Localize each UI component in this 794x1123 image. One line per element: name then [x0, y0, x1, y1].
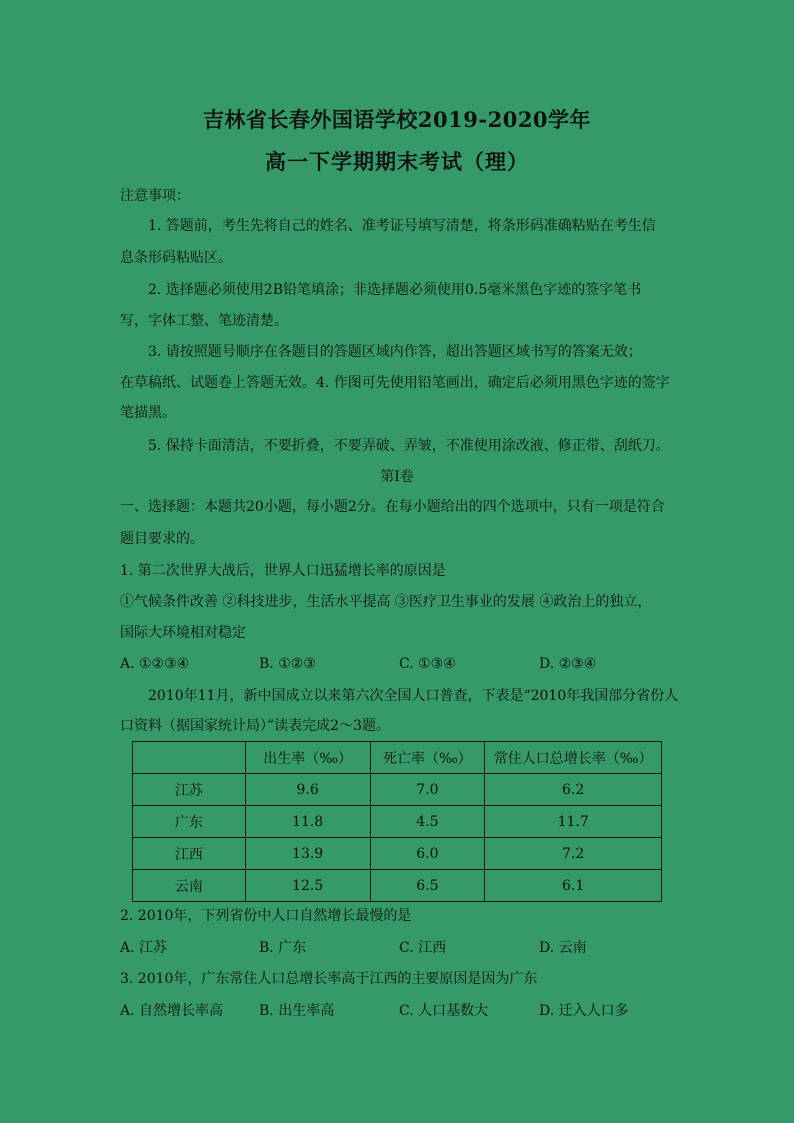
table-header-row	[133, 742, 662, 774]
table-row	[133, 774, 662, 806]
material-text: 2010年11月，新中国成立以来第六次全国人口普查，下表是“2010年我国部分省份人	[148, 688, 679, 704]
exam-title-exam: 高一下学期期末考试（理）	[265, 149, 529, 174]
question-3-option-d: D. 迁入人口多	[539, 1003, 629, 1019]
table-cell-province: 广东	[133, 806, 246, 838]
question-1-factors: ①气候条件改善 ②科技进步，生活水平提高 ③医疗卫生事业的发展 ④政治上的独立，	[120, 594, 652, 610]
question-2-option-a: A. 江苏	[120, 940, 168, 956]
question-1-option-c: C. ①③④	[399, 656, 456, 672]
notice-line: 写，字体工整、笔迹清楚。	[120, 313, 288, 329]
table-cell: 4.5	[370, 806, 485, 838]
section-instruction: 题目要求的。	[120, 531, 204, 547]
material-text: 口资料（据国家统计局）”读表完成2～3题。	[120, 718, 390, 734]
table-header-cell	[133, 742, 246, 774]
question-3-option-b: B. 出生率高	[259, 1003, 335, 1019]
section-instruction: 一、选择题：本题共20小题，每小题2分。在每小题给出的四个选项中，只有一项是符合	[120, 499, 665, 515]
notice-heading: 注意事项：	[120, 188, 190, 204]
population-table	[132, 741, 662, 902]
table-cell: 13.9	[245, 838, 370, 870]
notice-line: 笔描黑。	[120, 405, 176, 421]
table-cell: 9.6	[245, 774, 370, 806]
exam-title-school: 吉林省长春外国语学校2019-2020学年	[202, 107, 592, 132]
notice-line: 2. 选择题必须使用2B铅笔填涂；非选择题必须使用0.5毫米黑色字迹的签字笔书	[148, 282, 642, 298]
notice-line: 1. 答题前，考生先将自己的姓名、准考证号填写清楚，将条形码准确粘贴在考生信	[148, 218, 656, 234]
table-row	[133, 838, 662, 870]
question-2-option-d: D. 云南	[539, 940, 587, 956]
notice-line: 息条形码粘贴区。	[120, 250, 232, 266]
question-2-option-b: B. 广东	[259, 940, 307, 956]
table-header-cell: 常住人口总增长率（‰）	[485, 742, 662, 774]
volume-heading: 第Ⅰ卷	[380, 469, 414, 485]
question-3-stem: 3. 2010年，广东常住人口总增长率高于江西的主要原因是因为广东	[120, 971, 538, 987]
notice-line: 3. 请按照题号顺序在各题目的答题区域内作答，超出答题区域书写的答案无效；	[148, 344, 642, 360]
question-1-factors: 国际大环境相对稳定	[120, 625, 246, 641]
question-3-option-c: C. 人口基数大	[399, 1003, 489, 1019]
question-2-stem: 2. 2010年，下列省份中人口自然增长最慢的是	[120, 908, 412, 924]
table-row	[133, 870, 662, 902]
table-cell: 7.0	[370, 774, 485, 806]
question-2-option-c: C. 江西	[399, 940, 447, 956]
question-1-option-b: B. ①②③	[259, 656, 316, 672]
table-cell: 11.7	[485, 806, 662, 838]
table-cell: 11.8	[245, 806, 370, 838]
question-1-option-d: D. ②③④	[539, 656, 597, 672]
table-row	[133, 806, 662, 838]
table-cell: 7.2	[485, 838, 662, 870]
notice-line: 在草稿纸、试题卷上答题无效。4. 作图可先使用铅笔画出，确定后必须用黑色字迹的签字	[120, 375, 670, 391]
table-cell: 6.5	[370, 870, 485, 902]
table-header-cell: 出生率（‰）	[245, 742, 370, 774]
notice-line: 5. 保持卡面清洁，不要折叠，不要弄破、弄皱，不准使用涂改液、修正带、刮纸刀。	[148, 438, 670, 454]
table-cell: 12.5	[245, 870, 370, 902]
table-header-cell: 死亡率（‰）	[370, 742, 485, 774]
table-cell: 6.2	[485, 774, 662, 806]
table-cell-province: 江苏	[133, 774, 246, 806]
table-cell-province: 云南	[133, 870, 246, 902]
question-1-option-a: A. ①②③④	[120, 656, 190, 672]
question-1-stem: 1. 第二次世界大战后，世界人口迅猛增长率的原因是	[120, 563, 446, 579]
table-cell: 6.1	[485, 870, 662, 902]
question-3-option-a: A. 自然增长率高	[120, 1003, 224, 1019]
table-cell-province: 江西	[133, 838, 246, 870]
table-cell: 6.0	[370, 838, 485, 870]
